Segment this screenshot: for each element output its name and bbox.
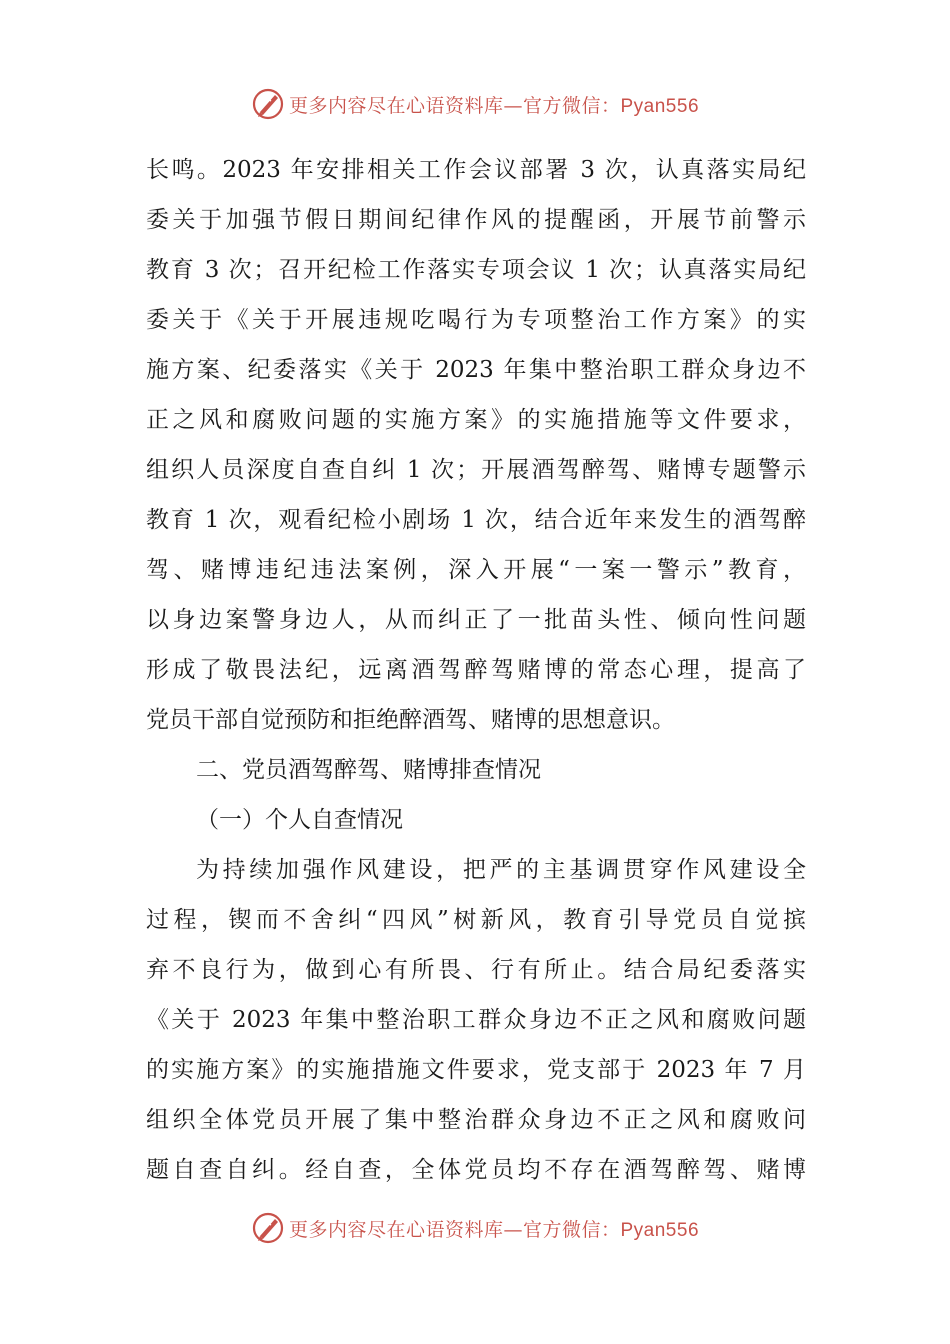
- body-line: 委关于《关于开展违规吃喝行为专项整治工作方案》的实: [146, 307, 806, 333]
- body-line: 形成了敬畏法纪，远离酒驾醉驾赌博的常态心理，提高了: [146, 657, 806, 683]
- body-line: 驾、赌博违纪违法案例，深入开展“一案一警示”教育，: [146, 557, 806, 583]
- header-banner-text: [289, 91, 699, 118]
- header-banner-label: 更多内容尽在心语资料库—官方微信：: [288, 94, 621, 117]
- pen-logo-icon: [251, 1211, 285, 1245]
- body-line: 施方案、纪委落实《关于 2023 年集中整治职工群众身边不: [146, 357, 806, 383]
- body-line: 题自查自纠。经自查，全体党员均不存在酒驾醉驾、赌博: [146, 1157, 806, 1183]
- footer-banner: [0, 1208, 950, 1248]
- footer-wechat-id: Pyan556: [620, 1219, 700, 1241]
- body-line: 委关于加强节假日期间纪律作风的提醒函，开展节前警示: [146, 207, 806, 233]
- header-banner: [0, 84, 950, 124]
- body-line: 为持续加强作风建设，把严的主基调贯穿作风建设全: [196, 857, 806, 883]
- body-line: 弃不良行为，做到心有所畏、行有所止。结合局纪委落实: [146, 957, 806, 983]
- body-line: 教育 1 次，观看纪检小剧场 1 次，结合近年来发生的酒驾醉: [146, 507, 806, 533]
- document-body: [146, 145, 806, 1195]
- body-line: 的实施方案》的实施措施文件要求，党支部于 2023 年 7 月: [146, 1057, 806, 1083]
- body-line: 组织全体党员开展了集中整治群众身边不正之风和腐败问: [146, 1107, 806, 1133]
- body-line: 组织人员深度自查自纠 1 次；开展酒驾醉驾、赌博专题警示: [146, 457, 806, 483]
- body-line: 正之风和腐败问题的实施方案》的实施措施等文件要求，: [146, 407, 806, 433]
- section-heading: 二、党员酒驾醉驾、赌博排查情况: [196, 757, 541, 783]
- body-line: 长鸣。2023 年安排相关工作会议部署 3 次，认真落实局纪: [146, 157, 806, 183]
- body-line: 教育 3 次；召开纪检工作落实专项会议 1 次；认真落实局纪: [146, 257, 806, 283]
- footer-banner-text: [289, 1215, 699, 1242]
- body-line: 党员干部自觉预防和拒绝醉酒驾、赌博的思想意识。: [146, 707, 675, 733]
- body-line: 过程，锲而不舍纠“四风”树新风，教育引导党员自觉摈: [146, 907, 806, 933]
- body-line: 《关于 2023 年集中整治职工群众身边不正之风和腐败问题: [146, 1007, 806, 1033]
- pen-logo-icon: [251, 87, 285, 121]
- footer-banner-label: 更多内容尽在心语资料库—官方微信：: [288, 1218, 621, 1241]
- body-line: 以身边案警身边人，从而纠正了一批苗头性、倾向性问题: [146, 607, 806, 633]
- subsection-heading: （一）个人自查情况: [196, 807, 403, 833]
- header-wechat-id: Pyan556: [620, 95, 700, 117]
